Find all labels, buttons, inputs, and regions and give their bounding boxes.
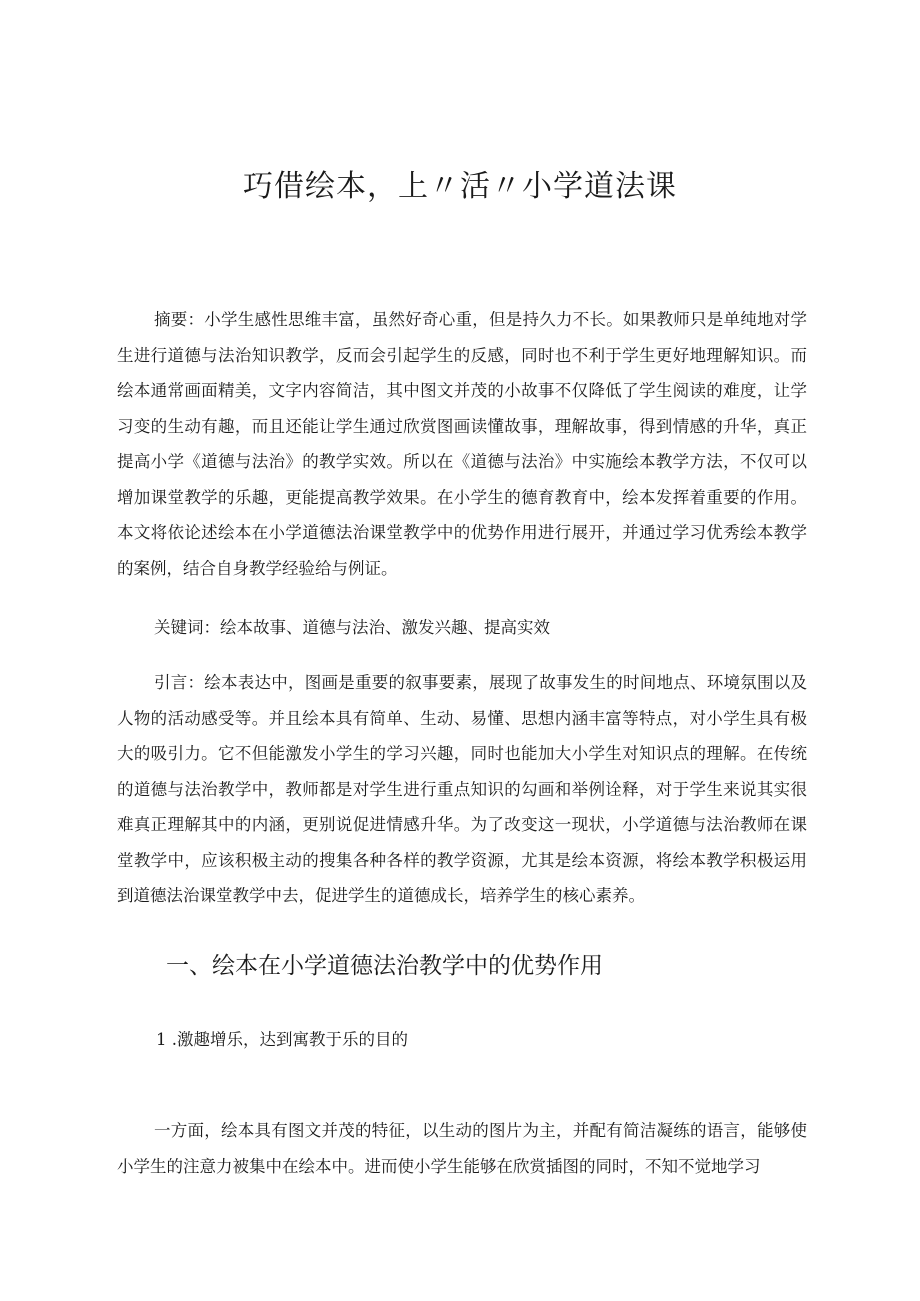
- abstract-paragraph: 摘要：小学生感性思维丰富，虽然好奇心重，但是持久力不长。如果教师只是单纯地对学生进行道德与法治知识教学，反而会引起学生的反感，同时也不利于学生更好地理解知识。而绘本通常画面精美，文字内容简洁，其中图文并茂的小故事不仅降低了学生阅读的难度，让学习变的生动有趣，而且还能让学生通过欣赏图画读懂故事，理解故事，得到情感的升华，真正提高小学《道德与法治》的教学实效。所以在《道德与法治》中实施绘本教学方法，不仅可以增加课堂教学的乐趣，更能提高教学效果。在小学生的德育教育中，绘本发挥着重要的作用。本文将依论述绘本在小学道德法治课堂教学中的优势作用进行展开，并通过学习优秀绘本教学的案例，结合自身教学经验给与例证。: [117, 310, 807, 578]
- body-paragraph: 一方面，绘本具有图文并茂的特征，以生动的图片为主，并配有简洁凝练的语言，能够使小学生的注意力被集中在绘本中。进而使小学生能够在欣赏插图的同时，不知不觉地学习: [117, 1121, 807, 1176]
- document-title: 巧借绘本，上〃活〃小学道法课: [243, 169, 677, 204]
- subsection-heading: 1 .激趣增乐，达到寓教于乐的目的: [156, 1030, 408, 1049]
- section-heading: 一、绘本在小学道德法治教学中的优势作用: [166, 953, 603, 979]
- intro-paragraph: 引言：绘本表达中，图画是重要的叙事要素，展现了故事发生的时间地点、环境氛围以及人物的活动感受等。并且绘本具有简单、生动、易懂、思想内涵丰富等特点，对小学生具有极大的吸引力。它不但能激发小学生的学习兴趣，同时也能加大小学生对知识点的理解。在传统的道德与法治教学中，教师都是对学生进行重点知识的勾画和举例诠释，对于学生来说其实很难真正理解其中的内涵，更别说促进情感升华。为了改变这一现状，小学道德与法治教师在课堂教学中，应该积极主动的搜集各种各样的教学资源，尤其是绘本资源，将绘本教学积极运用到道德法治课堂教学中去，促进学生的道德成长，培养学生的核心素养。: [117, 673, 807, 905]
- keywords-paragraph: 关键词：绘本故事、道德与法治、激发兴趣、提高实效: [154, 618, 550, 637]
